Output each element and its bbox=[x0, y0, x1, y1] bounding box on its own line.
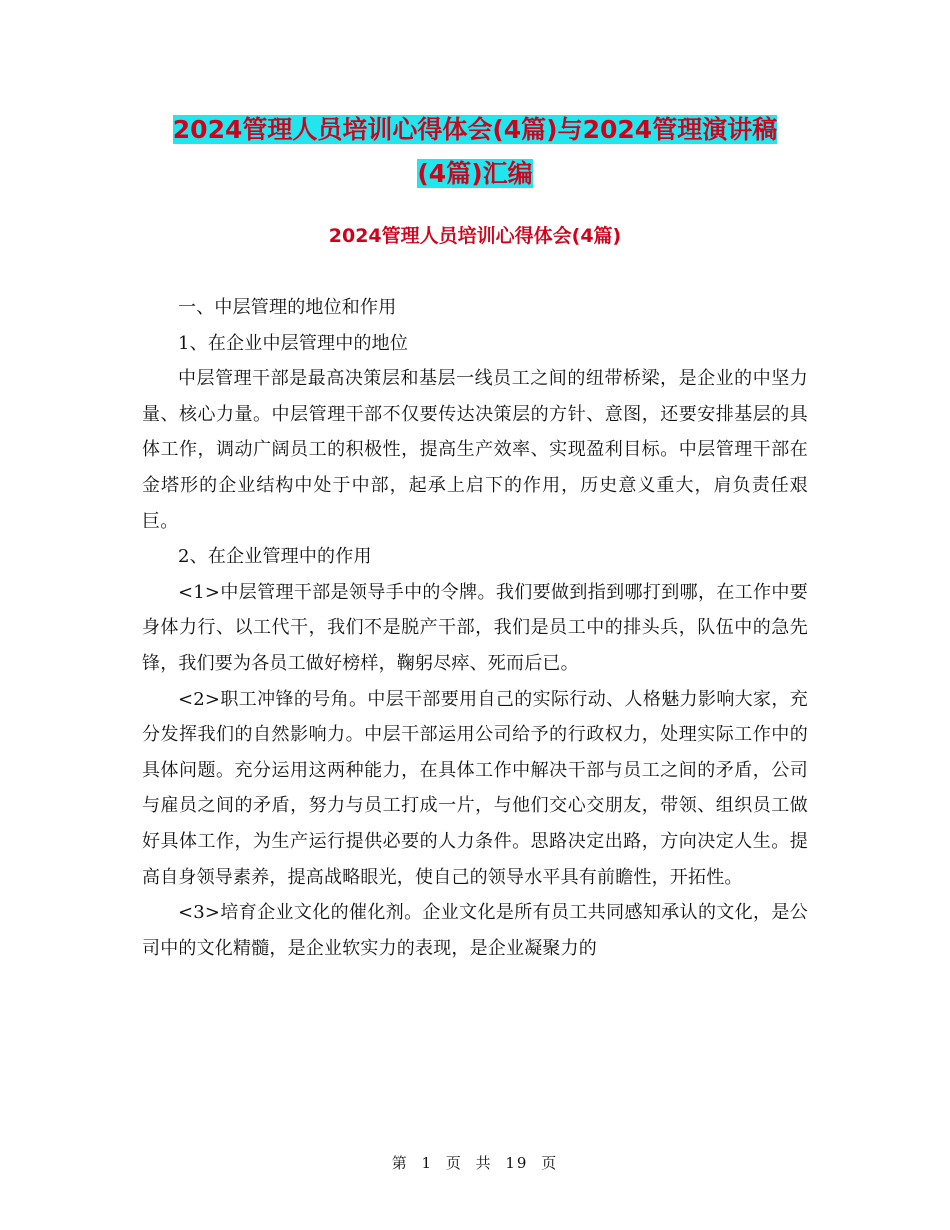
subheading-role: 2、在企业管理中的作用 bbox=[178, 546, 372, 568]
paragraph-role-3: <3>培育企业文化的催化剂。企业文化是所有员工共同感知承认的文化，是公司中的文化精髓，是企业软实力的表现，是企业凝聚力的 bbox=[142, 902, 808, 959]
title-line-2: (4篇)汇编 bbox=[417, 159, 533, 188]
section-title: 2024管理人员培训心得体会(4篇) bbox=[328, 225, 622, 247]
page-footer: 第 1 页 共 19 页 bbox=[391, 1154, 559, 1172]
title-line-1: 2024管理人员培训心得体会(4篇)与2024管理演讲稿 bbox=[172, 115, 778, 144]
document-body bbox=[142, 290, 808, 966]
document-title bbox=[140, 108, 810, 196]
subheading-position: 1、在企业中层管理中的地位 bbox=[178, 332, 409, 354]
paragraph-position: 中层管理干部是最高决策层和基层一线员工之间的纽带桥梁，是企业的中坚力量、核心力量。中层管理干部不仅要传达决策层的方针、意图，还要安排基层的具体工作，调动广阔员工的积极性，提高生产效率、实现盈利目标。中层管理干部在金塔形的企业结构中处于中部，起承上启下的作用，历史意义重大，肩负责任艰巨。 bbox=[142, 368, 808, 532]
heading-position-and-role: 一、中层管理的地位和作用 bbox=[178, 297, 397, 318]
paragraph-role-2: <2>职工冲锋的号角。中层干部要用自己的实际行动、人格魅力影响大家，充分发挥我们的自然影响力。中层干部运用公司给予的行政权力，处理实际工作中的具体问题。充分运用这两种能力，在具体工作中解决干部与员工之间的矛盾，公司与雇员之间的矛盾，努力与员工打成一片，与他们交心交朋友，带领、组织员工做好具体工作，为生产运行提供必要的人力条件。思路决定出路，方向决定人生。提高自身领导素养，提高战略眼光，使自己的领导水平具有前瞻性，开拓性。 bbox=[142, 688, 808, 888]
paragraph-role-1: <1>中层管理干部是领导手中的令牌。我们要做到指到哪打到哪，在工作中要身体力行、以工代干，我们不是脱产干部，我们是员工中的排头兵，队伍中的急先锋，我们要为各员工做好榜样，鞠躬尽瘁、死而后已。 bbox=[142, 581, 808, 674]
